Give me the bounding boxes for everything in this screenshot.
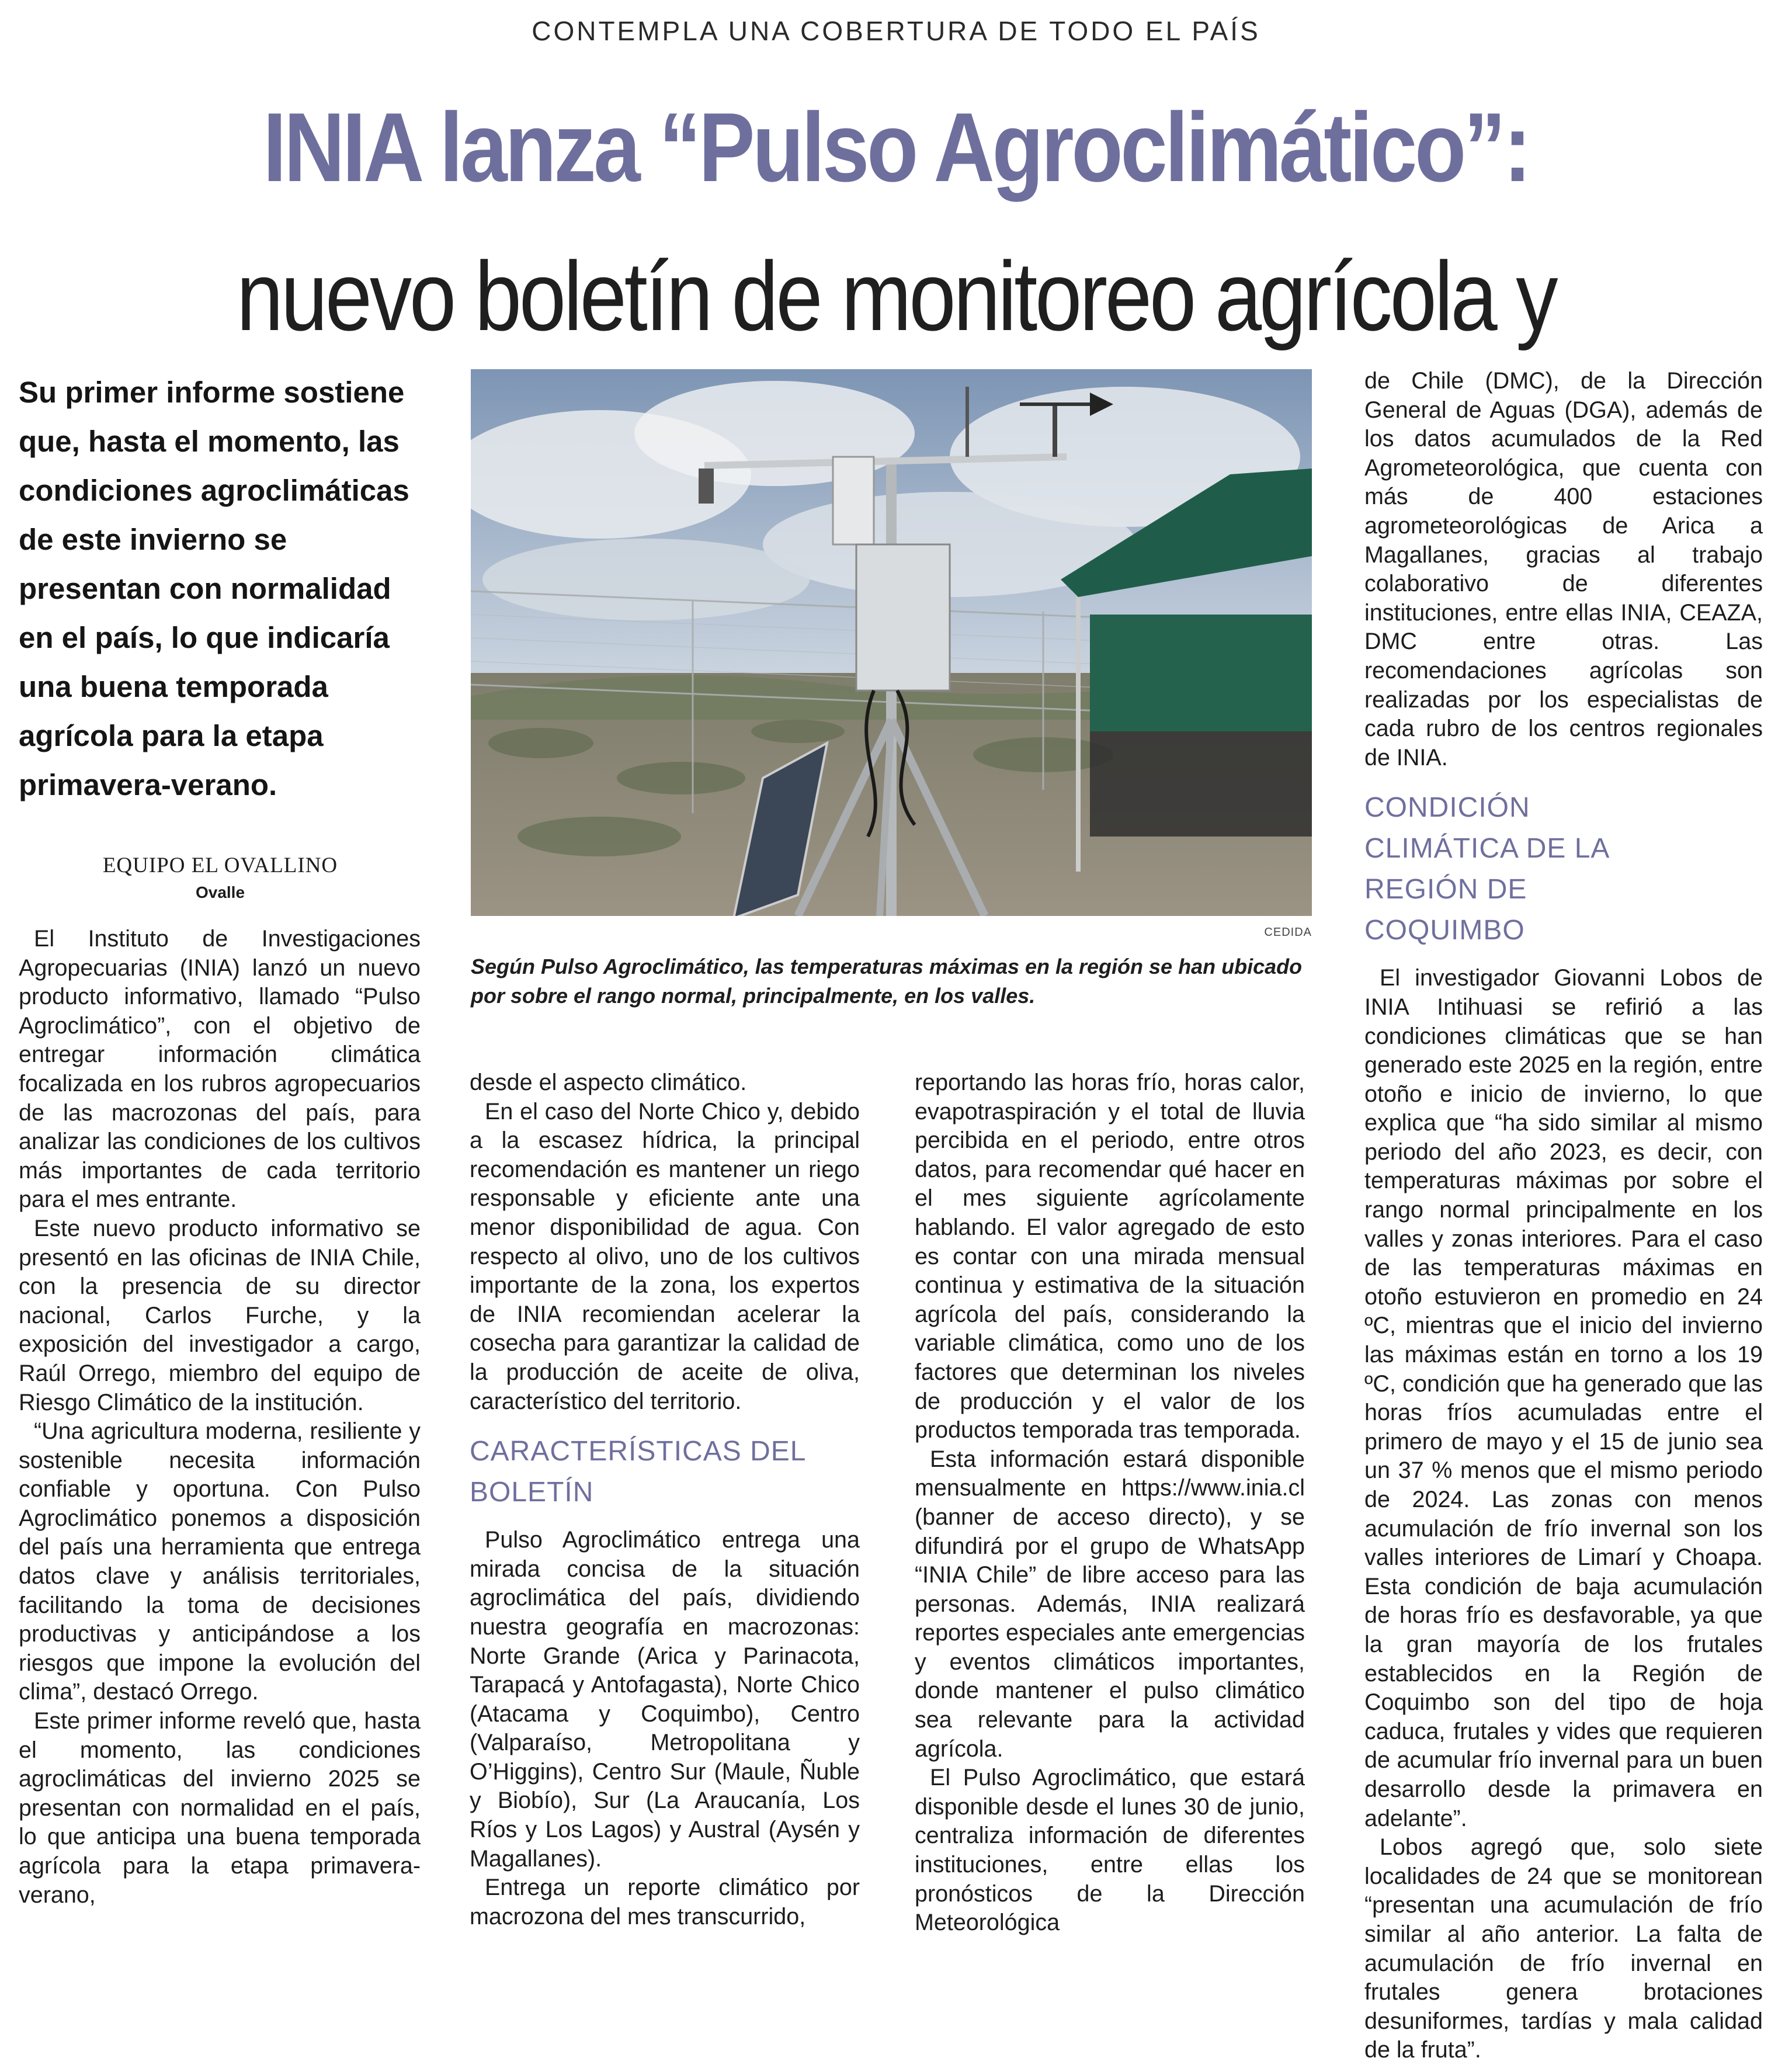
paragraph: Entrega un reporte climático por macrozona del mes transcurrido,	[470, 1875, 860, 1929]
column-2	[470, 1068, 860, 1931]
section-heading: CARACTERÍSTICAS DEL BOLETÍN	[470, 1436, 805, 1508]
kicker: CONTEMPLA UNA COBERTURA DE TODO EL PAÍS	[532, 16, 1260, 46]
paragraph: Lobos agregó que, solo siete localidades de 24 que se monitorean “presentan una acumulación de frío similar al año anterior. La falta de acumulación de frío invernal en frutales genera brotaciones desuniformes, tardías y mala calidad de la fruta”.	[1364, 1834, 1763, 2063]
paragraph: “Una agricultura moderna, resiliente y sostenible necesita información confiable y oportuna. Con Pulso Agroclimático ponemos a disposición del país una herramienta que entrega datos clave y análisis territoriales, facilitando la toma de decisiones productivas y anticipándose a los riesgos que impone la evolución del clima”, destacó Orrego.	[19, 1418, 421, 1705]
paragraph: desde el aspecto climático.	[470, 1070, 747, 1095]
paragraph: En el caso del Norte Chico y, debido a la escasez hídrica, la principal recomendación es mantener un riego responsable y eficiente ante una menor disponibilidad de agua. Con respecto al olivo, uno de los cultivos importante de la zona, los expertos de INIA recomiendan acelerar la cosecha para garantizar la calidad de la producción de aceite de oliva, característico del territorio.	[470, 1098, 860, 1414]
paragraph: El Pulso Agroclimático, que estará disponible desde el lunes 30 de junio, centraliza información de diferentes instituciones, entre ellas los pronósticos de la Dirección Meteorológica	[915, 1765, 1305, 1936]
weather-station-photo	[471, 369, 1312, 916]
paragraph: Esta información estará disponible mensualmente en https://www.inia.cl (banner de acceso directo), y se difundirá por el grupo de WhatsApp “INIA Chile” de libre acceso para las personas. Además, INIA realizará reportes especiales ante emergencias y eventos climáticos importantes, donde mantener el pulso climático sea relevante para la actividad agrícola.	[915, 1446, 1305, 1762]
byline-city: Ovalle	[195, 883, 245, 901]
headline-highlight: INIA lanza “Pulso Agroclimático”:	[263, 92, 1529, 202]
photo-caption: Según Pulso Agroclimático, las temperaturas máximas en la región se han ubicado por sobre el rango normal, principalmente, en los valles.	[471, 955, 1303, 1008]
paragraph: reportando las horas frío, horas calor, evapotraspiración y el total de lluvia percibida en el periodo, entre otros datos, para recomendar qué hacer en el mes siguiente agrícolamente hablando. El valor agregado de esto es contar con una mirada mensual continua y estimativa de la situación agrícola del país, considerando la variable climática, como uno de los factores que determinan los niveles de producción y el valor de los productos temporada tras temporada.	[915, 1070, 1305, 1443]
column-1	[19, 925, 421, 1910]
paragraph: Este primer informe reveló que, hasta el momento, las condiciones agroclimáticas del invierno 2025 se presentan con normalidad en el país, lo que anticipa una buena temporada agrícola para la etapa primavera-verano,	[19, 1708, 421, 1908]
headline-rest: nuevo boletín de monitoreo agrícola y	[236, 241, 1556, 351]
paragraph: de Chile (DMC), de la Dirección General de Aguas (DGA), además de los datos acumulados de la Red Agrometeorológica, que cuenta con más de 400 estaciones agrometeorológicas de Arica a Magallanes, gracias al trabajo colaborativo de diferentes instituciones, entre ellas INIA, CEAZA, DMC entre otras. Las recomendaciones agrícolas son realizadas por los especialistas de cada rubro de los centros regionales de INIA.	[1364, 368, 1763, 771]
paragraph: Este nuevo producto informativo se presentó en las oficinas de INIA Chile, con la presencia de su director nacional, Carlos Furche, y la exposición del investigador a cargo, Raúl Orrego, miembro del equipo de Riesgo Climático de la institución.	[19, 1215, 421, 1415]
paragraph: Pulso Agroclimático entrega una mirada concisa de la situación agroclimática del país, dividiendo nuestra geografía en macrozonas: Norte Grande (Arica y Parinacota, Tarapacá y Antofagasta), Norte Chico (Atacama y Coquimbo), Centro (Valparaíso, Metropolitana y O’Higgins), Centro Sur (Maule, Ñuble y Biobío), Sur (La Araucanía, Los Ríos y Los Lagos) y Austral (Aysén y Magallanes).	[470, 1527, 860, 1872]
byline-author: EQUIPO EL OVALLINO	[102, 853, 338, 877]
column-3	[915, 1068, 1305, 1938]
paragraph: El Instituto de Investigaciones Agropecuarias (INIA) lanzó un nuevo producto informativo, llamado “Pulso Agroclimático”, con el objetivo de entregar información climática focalizada en los rubros agropecuarios de las macrozonas del país, para analizar las condiciones de los cultivos más importantes de cada territorio para el mes entrante.	[19, 926, 421, 1213]
photo-credit: CEDIDA	[1264, 926, 1312, 939]
section-heading: CONDICIÓN CLIMÁTICA DE LA REGIÓN DE COQUIMBO	[1364, 792, 1609, 946]
column-4	[1364, 367, 1763, 2065]
paragraph: El investigador Giovanni Lobos de INIA Intihuasi se refirió a las condiciones climáticas que se han generado este 2025 en la región, entre otoño e inicio de invierno, lo que explica que “ha sido similar al mismo periodo del año 2023, es decir, con temperaturas máximas por sobre el rango normal principalmente en los valles y zonas interiores. Para el caso de las temperaturas máximas en otoño estuvieron en promedio en 24 ºC, mientras que el inicio del invierno las máximas están en torno a los 19 ºC, condición que ha generado que las horas fríos acumuladas entre el primero de mayo y el 15 de junio sea un 37 % menos que el mismo periodo de 2024. Las zonas con menos acumulación de frío invernal son los valles interiores de Limarí y Choapa. Esta condición de baja acumulación de horas frío es desfavorable, ya que la gran mayoría de los frutales establecidos en la Región de Coquimbo son del tipo de hoja caduca, frutales y vides que requieren de acumular frío invernal para un buen desarrollo desde la primavera en adelante”.	[1364, 965, 1763, 1831]
lead-paragraph: Su primer informe sostiene que, hasta el momento, las condiciones agroclimáticas de este invierno se presentan con normalidad en el país, lo que indicaría una buena temporada agrícola para la etapa primavera-verano.	[19, 376, 409, 801]
